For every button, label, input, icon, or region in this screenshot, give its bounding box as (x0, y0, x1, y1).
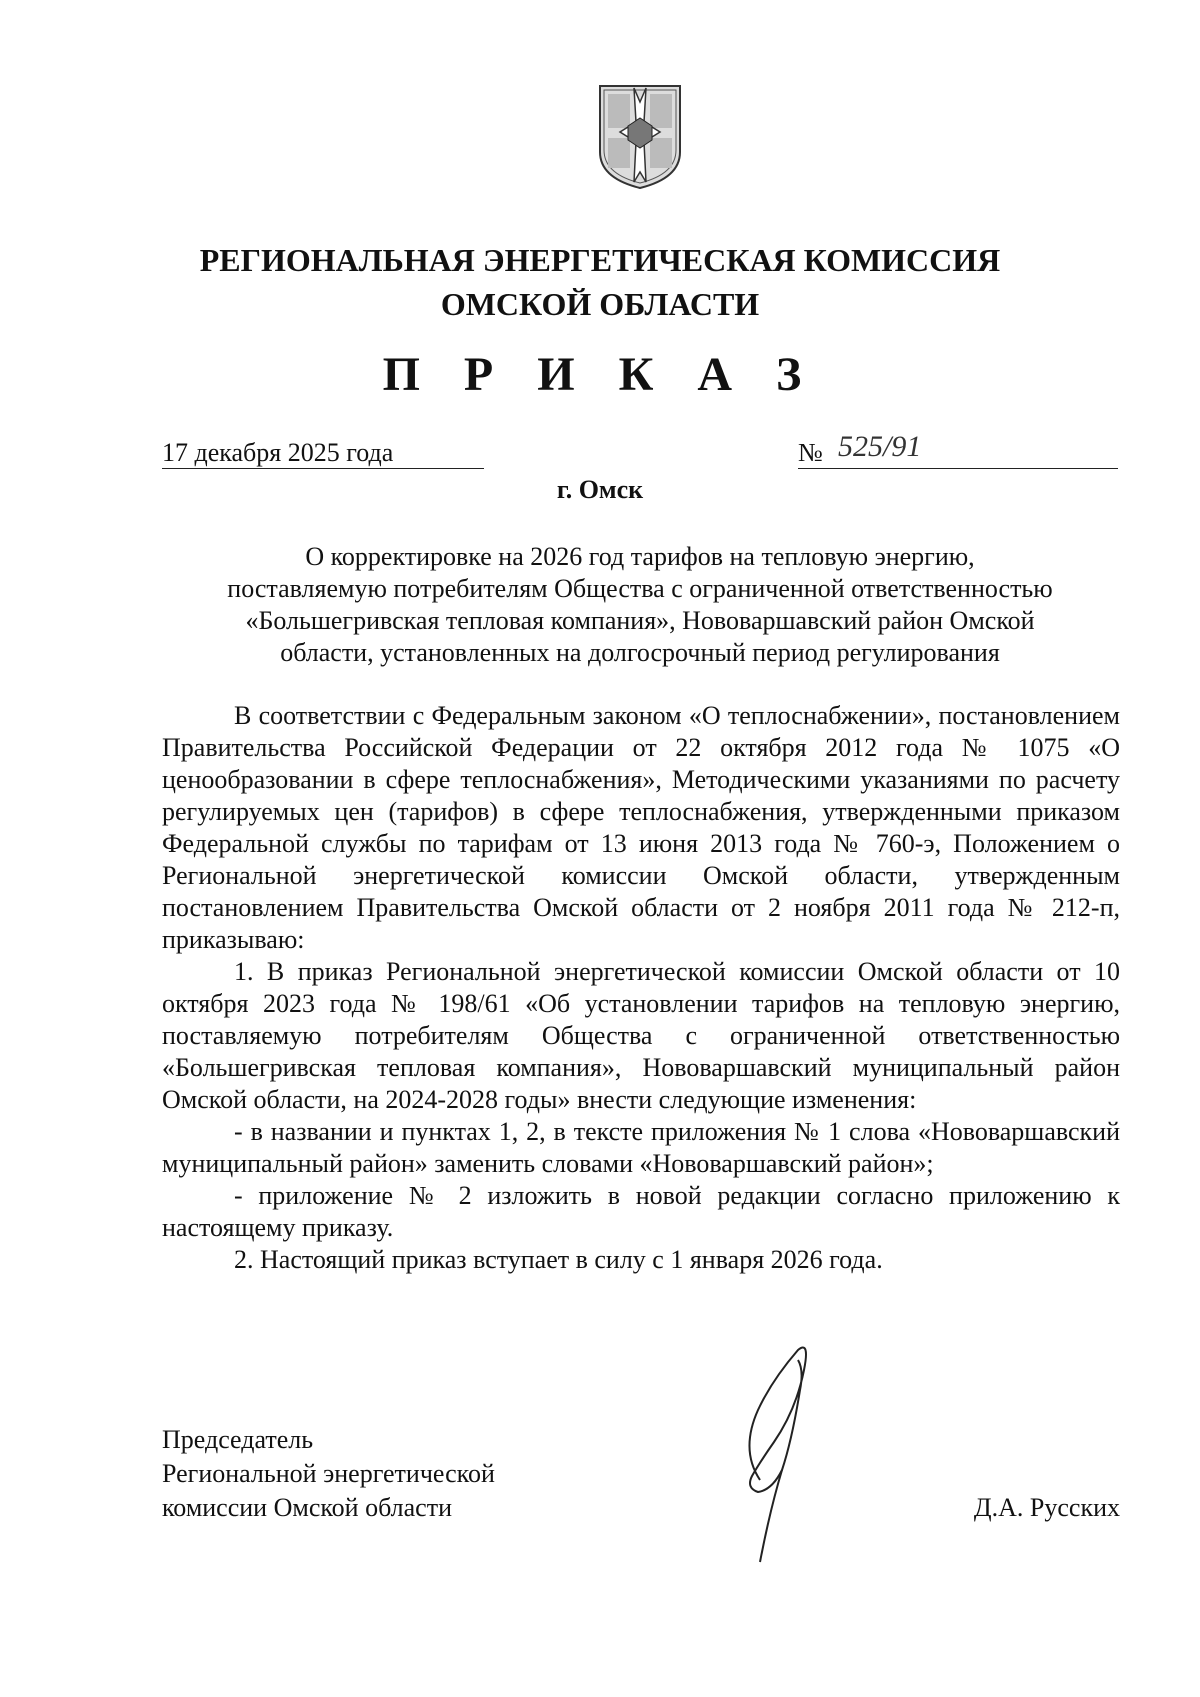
number-prefix: № (798, 438, 823, 467)
document-subject (160, 541, 1120, 669)
item-1b-paragraph: - приложение № 2 изложить в новой редакции согласно приложению к настоящему приказу. (162, 1181, 1120, 1242)
document-title: П Р И К А З (382, 348, 818, 401)
document-number: 525/91 (838, 430, 922, 463)
item-1-paragraph: 1. В приказ Региональной энергетической комиссии Омской области от 10 октября 2023 года № 198/61 «Об установлении тарифов на тепловую энергию, поставляемую потребителям Общества с ограниченной ответственностью «Большегривская тепловая компания», Нововаршавский муниципальный район Омской области, на 2024-2028 годы» внести следующие изменения: (162, 957, 1120, 1114)
document-date: 17 декабря 2025 года (162, 438, 484, 469)
position-line: комиссии Омской области (162, 1493, 452, 1522)
subject-line: О корректировке на 2026 год тарифов на тепловую энергию, (305, 542, 975, 571)
subject-line: поставляемую потребителям Общества с ограниченной ответственностью (227, 574, 1053, 603)
document-number-field (798, 430, 1118, 469)
subject-line: «Большегривская тепловая компания», Нововаршавский район Омской (245, 606, 1035, 635)
city-name: г. Омск (556, 475, 644, 504)
item-2-paragraph: 2. Настоящий приказ вступает в силу с 1 января 2026 года. (234, 1245, 883, 1274)
handwritten-signature-icon (700, 1330, 850, 1570)
position-line: Региональной энергетической (162, 1459, 495, 1488)
item-1a-paragraph: - в названии и пунктах 1, 2, в тексте приложения № 1 слова «Нововаршавский муниципальный район» заменить словами «Нововаршавский район»; (162, 1117, 1120, 1178)
preamble-paragraph: В соответствии с Федеральным законом «О теплоснабжении», постановлением Правительства Российской Федерации от 22 октября 2012 года № 1075 «О ценообразовании в сфере теплоснабжения», Методическими указаниями по расчету регулируемых цен (тарифов) в сфере теплоснабжения, утвержденными приказом Федеральной службы по тарифам от 13 июня 2013 года № 760-э, Положением о Региональной энергетической комиссии Омской области, утвержденным постановлением Правительства Омской области от 2 ноября 2011 года № 212-п, приказываю: (162, 701, 1120, 954)
coat-of-arms-icon (594, 82, 686, 192)
signatory-position (162, 1423, 622, 1525)
document-body (162, 700, 1120, 1276)
signatory-name: Д.А. Русских (973, 1493, 1120, 1522)
organization-name (0, 238, 1200, 326)
organization-name-line2: ОМСКОЙ ОБЛАСТИ (440, 286, 760, 322)
organization-name-line1: РЕГИОНАЛЬНАЯ ЭНЕРГЕТИЧЕСКАЯ КОМИССИЯ (199, 242, 1001, 278)
position-line: Председатель (162, 1425, 314, 1454)
subject-line: области, установленных на долгосрочный период регулирования (280, 638, 1000, 667)
